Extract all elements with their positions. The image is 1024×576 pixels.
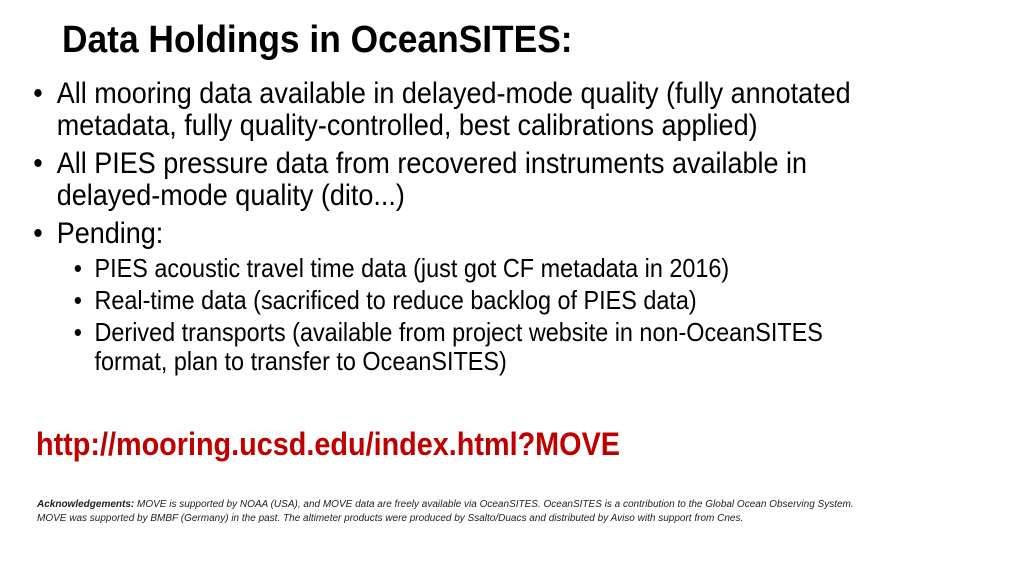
subbullet-marker: • — [73, 285, 82, 315]
bullet-marker: • — [33, 217, 43, 250]
acknowledgements-line-1 — [37, 498, 1017, 512]
subbullet-derived-transports — [0, 318, 922, 376]
subbullet-marker: • — [73, 317, 82, 347]
bullet-line: All PIES pressure data from recovered instruments available in — [56, 147, 808, 180]
acknowledgements-line-2: MOVE was supported by BMBF (Germany) in the past. The altimeter products were produced by Ssalto/Duacs and distributed by Aviso with support from Cnes. — [37, 513, 744, 524]
subbullet-line: Real-time data (sacrificed to reduce backlog of PIES data) — [94, 285, 697, 315]
subbullet-line: PIES acoustic travel time data (just got CF metadata in 2016) — [94, 253, 730, 283]
bullet-mooring-data — [0, 78, 922, 142]
project-link[interactable]: http://mooring.ucsd.edu/index.html?MOVE — [36, 426, 620, 462]
subbullet-line: format, plan to transfer to OceanSITES) — [94, 346, 507, 376]
bullet-list — [0, 78, 922, 379]
acknowledgements-text-1: MOVE is supported by NOAA (USA), and MOVE data are freely available via OceanSITES. OceanSITES is a contribution to the Global Ocean Observing System. — [134, 499, 854, 510]
bullet-line: delayed-mode quality (dito...) — [56, 179, 405, 212]
subbullet-marker: • — [73, 253, 82, 283]
subbullet-pies-acoustic — [0, 254, 922, 283]
subbullet-real-time — [0, 286, 922, 315]
subbullet-line: Derived transports (available from project website in non-OceanSITES — [94, 317, 823, 347]
acknowledgements-label: Acknowledgements: — [37, 499, 135, 510]
slide-title: Data Holdings in OceanSITES: — [62, 19, 573, 61]
bullet-line: Pending: — [56, 217, 164, 250]
bullet-line: metadata, fully quality-controlled, best calibrations applied) — [56, 109, 758, 142]
bullet-marker: • — [33, 77, 43, 110]
bullet-pies-pressure — [0, 148, 922, 212]
acknowledgements — [37, 498, 1017, 526]
bullet-pending — [0, 218, 922, 250]
bullet-marker: • — [33, 147, 43, 180]
bullet-line: All mooring data available in delayed-mode quality (fully annotated — [56, 77, 851, 110]
